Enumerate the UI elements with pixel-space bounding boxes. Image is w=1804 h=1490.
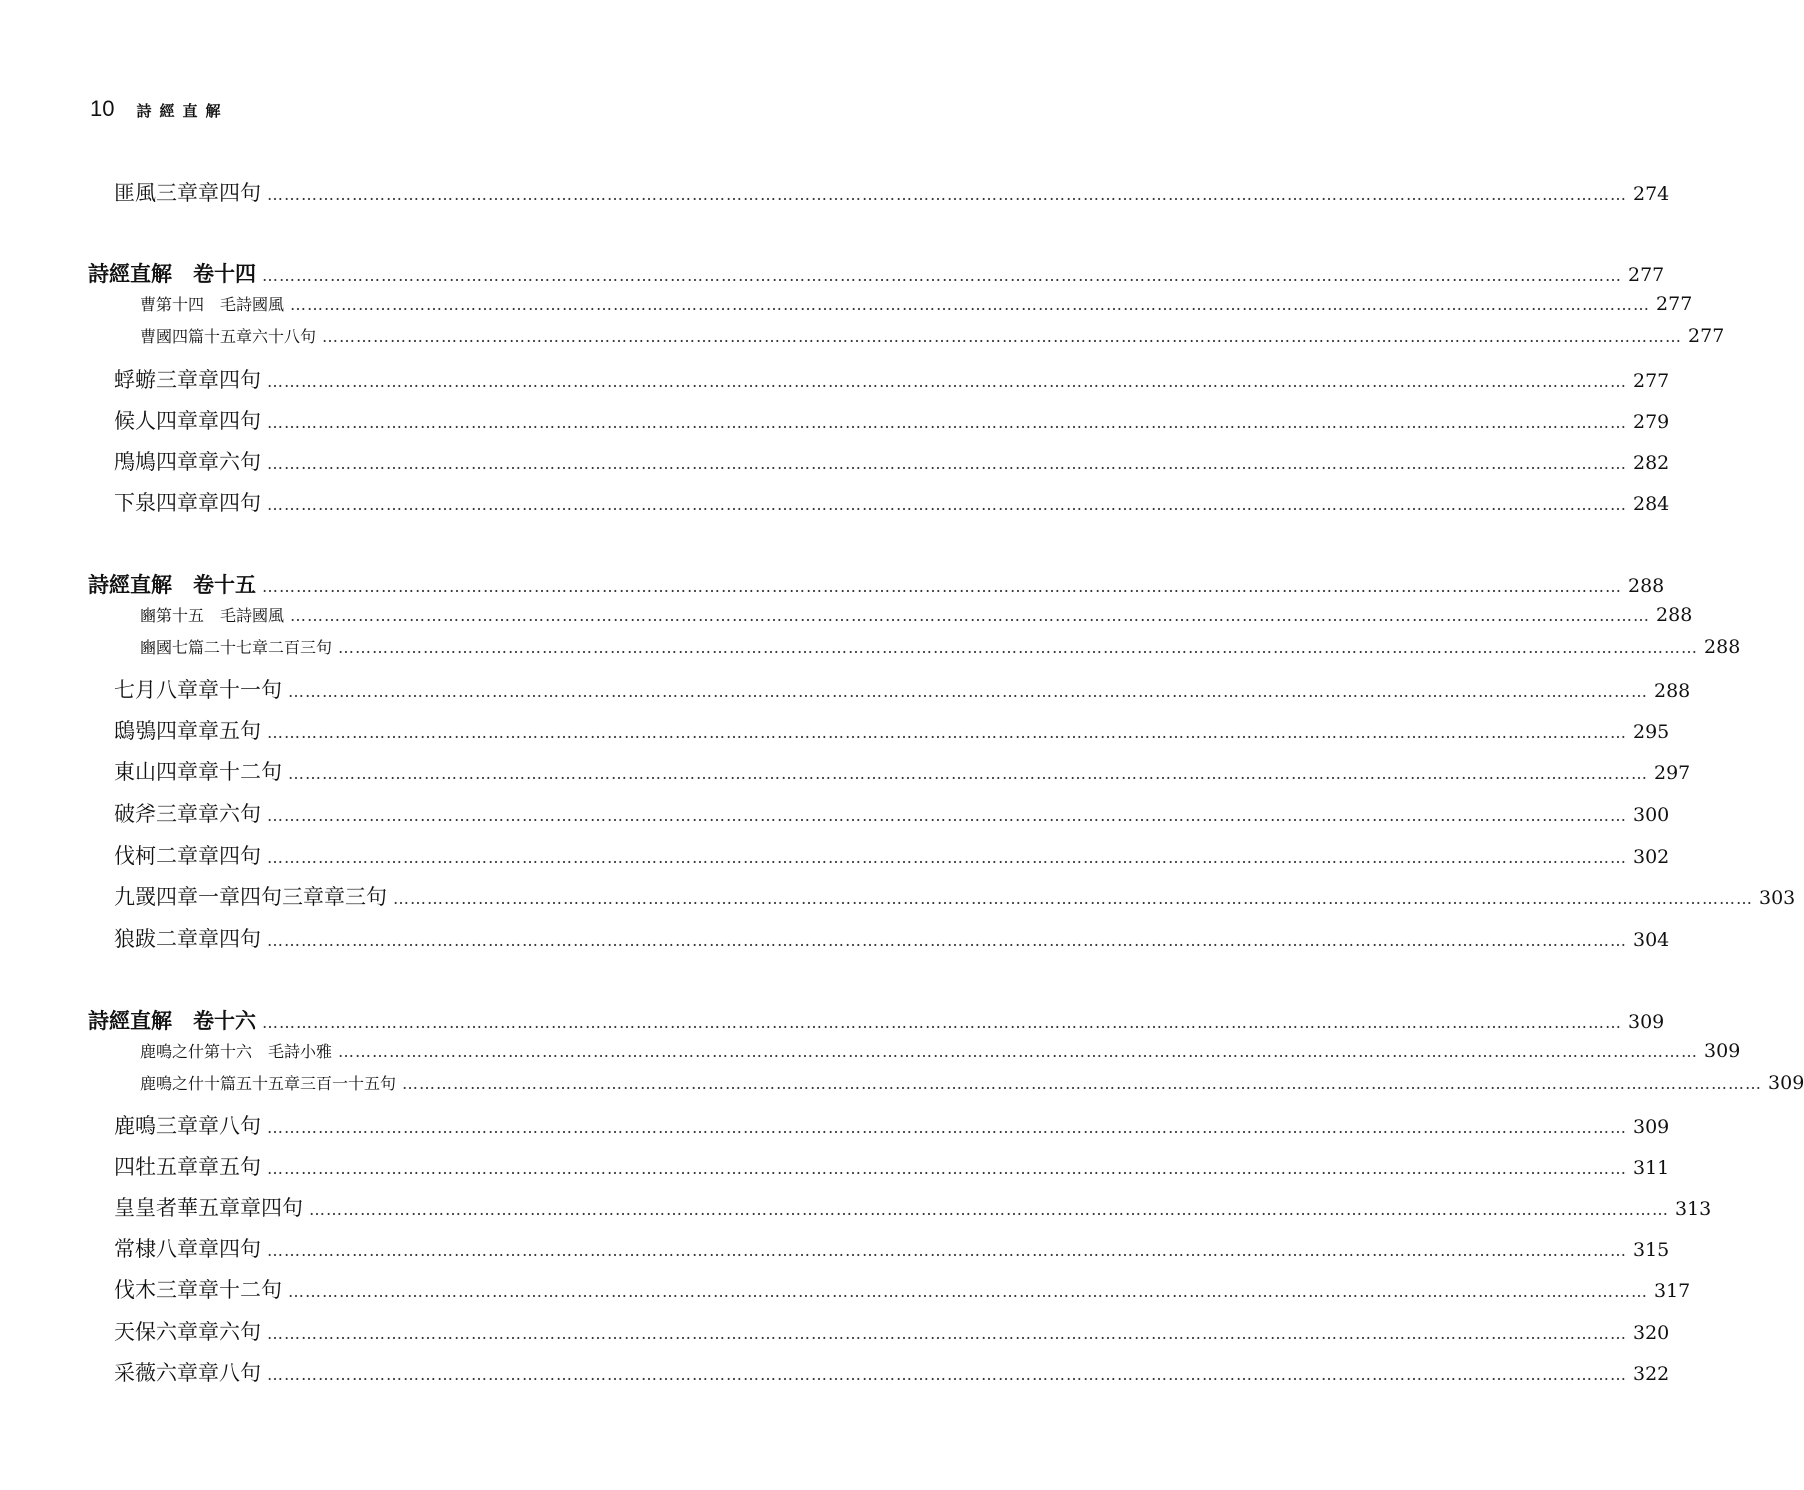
dot-leader: …………………………………………………………………………………………………………………………………………………………………………………………………………………… bbox=[402, 1074, 1763, 1093]
toc-entry-title: 四牡五章章五句 bbox=[114, 1155, 261, 1179]
toc-entry-title: 詩經直解 卷十四 bbox=[88, 262, 256, 286]
toc-entry-title: 天保六章章六句 bbox=[114, 1320, 261, 1344]
toc-entry-title: 九罭四章一章四句三章章三句 bbox=[114, 885, 387, 909]
toc-page-number: 309 bbox=[1633, 1116, 1670, 1138]
toc-entry-row bbox=[114, 840, 1670, 870]
toc-entry-row bbox=[114, 798, 1670, 828]
toc-page-number: 297 bbox=[1654, 762, 1691, 784]
toc-page-number: 304 bbox=[1633, 929, 1670, 951]
dot-leader: …………………………………………………………………………………………………………………………………………………………………………………………………………………… bbox=[338, 638, 1699, 657]
toc-page-number: 309 bbox=[1704, 1040, 1741, 1062]
dot-leader: …………………………………………………………………………………………………………………………………………………………………………………………………………………… bbox=[290, 606, 1651, 625]
dot-leader: …………………………………………………………………………………………………………………………………………………………………………………………………………………… bbox=[267, 806, 1627, 825]
toc-entry-title: 豳國七篇二十七章二百三句 bbox=[140, 638, 333, 657]
toc-subheading-row bbox=[140, 292, 1693, 315]
toc-entry-row bbox=[114, 1110, 1670, 1140]
toc-entry-title: 伐木三章章十二句 bbox=[114, 1278, 282, 1302]
page-number: 10 bbox=[90, 96, 115, 121]
dot-leader: …………………………………………………………………………………………………………………………………………………………………………………………………………………… bbox=[267, 1159, 1627, 1178]
running-title: 詩經直解 bbox=[136, 102, 229, 120]
toc-page-number: 288 bbox=[1628, 575, 1665, 597]
toc-entry-title: 鹿鳴三章章八句 bbox=[114, 1114, 261, 1138]
toc-entry-title: 下泉四章章四句 bbox=[114, 491, 261, 515]
toc-entry-title: 蜉蝣三章章四句 bbox=[114, 368, 261, 392]
toc-entry-title: 匪風三章章四句 bbox=[114, 181, 261, 205]
toc-subheading-row bbox=[140, 1039, 1741, 1062]
toc-entry-row bbox=[114, 1151, 1670, 1181]
toc-entry-row bbox=[114, 1274, 1691, 1304]
dot-leader: …………………………………………………………………………………………………………………………………………………………………………………………………………………… bbox=[267, 931, 1627, 950]
toc-entry-row bbox=[114, 1192, 1712, 1222]
dot-leader: …………………………………………………………………………………………………………………………………………………………………………………………………………………… bbox=[288, 764, 1648, 783]
dot-leader: …………………………………………………………………………………………………………………………………………………………………………………………………………………… bbox=[267, 848, 1627, 867]
toc-page-number: 322 bbox=[1633, 1363, 1670, 1385]
toc-entry-title: 破斧三章章六句 bbox=[114, 802, 261, 826]
toc-subheading-row bbox=[140, 603, 1693, 626]
toc-entry-row bbox=[114, 715, 1670, 745]
toc-page-number: 320 bbox=[1633, 1322, 1670, 1344]
dot-leader: …………………………………………………………………………………………………………………………………………………………………………………………………………………… bbox=[267, 1118, 1627, 1137]
toc-page-number: 300 bbox=[1633, 804, 1670, 826]
toc-entry-row bbox=[114, 881, 1796, 911]
dot-leader: …………………………………………………………………………………………………………………………………………………………………………………………………………………… bbox=[288, 1282, 1648, 1301]
toc-volume-row bbox=[88, 569, 1665, 599]
toc-page-number: 279 bbox=[1633, 411, 1670, 433]
toc-entry-row bbox=[114, 756, 1691, 786]
toc-entry-row bbox=[114, 923, 1670, 953]
toc-entry-title: 鳲鳩四章章六句 bbox=[114, 450, 261, 474]
toc-page-number: 311 bbox=[1633, 1157, 1670, 1179]
dot-leader: …………………………………………………………………………………………………………………………………………………………………………………………………………………… bbox=[267, 495, 1627, 514]
toc-subheading-row bbox=[140, 635, 1741, 658]
running-header bbox=[90, 96, 229, 122]
toc-entry-row bbox=[114, 177, 1670, 207]
toc-page-number: 309 bbox=[1628, 1011, 1665, 1033]
toc-entry-title: 采薇六章章八句 bbox=[114, 1361, 261, 1385]
toc-entry-title: 常棣八章章四句 bbox=[114, 1237, 261, 1261]
toc-entry-title: 東山四章章十二句 bbox=[114, 760, 282, 784]
dot-leader: …………………………………………………………………………………………………………………………………………………………………………………………………………………… bbox=[262, 266, 1622, 285]
dot-leader: …………………………………………………………………………………………………………………………………………………………………………………………………………………… bbox=[290, 295, 1651, 314]
toc-page-number: 302 bbox=[1633, 846, 1670, 868]
toc-page-number: 309 bbox=[1768, 1072, 1804, 1094]
toc-volume-row bbox=[88, 258, 1665, 288]
toc-volume-row bbox=[88, 1005, 1665, 1035]
toc-subheading-row bbox=[140, 1071, 1804, 1094]
toc-entry-title: 候人四章章四句 bbox=[114, 409, 261, 433]
toc-entry-row bbox=[114, 1316, 1670, 1346]
dot-leader: …………………………………………………………………………………………………………………………………………………………………………………………………………………… bbox=[338, 1042, 1699, 1061]
toc-entry-title: 曹國四篇十五章六十八句 bbox=[140, 327, 317, 346]
toc-page-number: 277 bbox=[1656, 293, 1693, 315]
toc-entry-title: 豳第十五 毛詩國風 bbox=[140, 606, 285, 625]
toc-subheading-row bbox=[140, 324, 1725, 347]
toc-entry-title: 七月八章章十一句 bbox=[114, 678, 282, 702]
toc-entry-row bbox=[114, 674, 1691, 704]
toc-page-number: 274 bbox=[1633, 183, 1670, 205]
toc-page-number: 288 bbox=[1656, 604, 1693, 626]
toc-page-number: 317 bbox=[1654, 1280, 1691, 1302]
toc-entry-row bbox=[114, 364, 1670, 394]
dot-leader: …………………………………………………………………………………………………………………………………………………………………………………………………………………… bbox=[262, 577, 1622, 596]
toc-page-number: 303 bbox=[1759, 887, 1796, 909]
toc-entry-title: 伐柯二章章四句 bbox=[114, 844, 261, 868]
toc-page-number: 277 bbox=[1633, 370, 1670, 392]
toc-entry-title: 鴟鴞四章章五句 bbox=[114, 719, 261, 743]
dot-leader: …………………………………………………………………………………………………………………………………………………………………………………………………………………… bbox=[267, 454, 1627, 473]
dot-leader: …………………………………………………………………………………………………………………………………………………………………………………………………………………… bbox=[393, 889, 1753, 908]
toc-entry-row bbox=[114, 487, 1670, 517]
dot-leader: …………………………………………………………………………………………………………………………………………………………………………………………………………………… bbox=[267, 1365, 1627, 1384]
toc-entry-title: 鹿鳴之什第十六 毛詩小雅 bbox=[140, 1042, 333, 1061]
toc-entry-title: 詩經直解 卷十五 bbox=[88, 573, 256, 597]
toc-page-number: 288 bbox=[1654, 680, 1691, 702]
dot-leader: …………………………………………………………………………………………………………………………………………………………………………………………………………………… bbox=[267, 413, 1627, 432]
toc-entry-title: 曹第十四 毛詩國風 bbox=[140, 295, 285, 314]
toc-entry-row bbox=[114, 446, 1670, 476]
dot-leader: …………………………………………………………………………………………………………………………………………………………………………………………………………………… bbox=[262, 1013, 1622, 1032]
dot-leader: …………………………………………………………………………………………………………………………………………………………………………………………………………………… bbox=[267, 723, 1627, 742]
toc-entry-row bbox=[114, 1233, 1670, 1263]
toc-page-number: 313 bbox=[1675, 1198, 1712, 1220]
toc-entry-title: 鹿鳴之什十篇五十五章三百一十五句 bbox=[140, 1074, 397, 1093]
toc-page-number: 315 bbox=[1633, 1239, 1670, 1261]
toc-page-number: 277 bbox=[1688, 325, 1725, 347]
toc-entry-row bbox=[114, 1357, 1670, 1387]
toc-entry-title: 狼跋二章章四句 bbox=[114, 927, 261, 951]
dot-leader: …………………………………………………………………………………………………………………………………………………………………………………………………………………… bbox=[267, 1324, 1627, 1343]
toc-entry-title: 詩經直解 卷十六 bbox=[88, 1009, 256, 1033]
dot-leader: …………………………………………………………………………………………………………………………………………………………………………………………………………………… bbox=[267, 185, 1627, 204]
toc-page-number: 277 bbox=[1628, 264, 1665, 286]
dot-leader: …………………………………………………………………………………………………………………………………………………………………………………………………………………… bbox=[309, 1200, 1669, 1219]
dot-leader: …………………………………………………………………………………………………………………………………………………………………………………………………………………… bbox=[267, 1241, 1627, 1260]
toc-entry-title: 皇皇者華五章章四句 bbox=[114, 1196, 303, 1220]
toc-page-number: 284 bbox=[1633, 493, 1670, 515]
toc-page-number: 288 bbox=[1704, 636, 1741, 658]
dot-leader: …………………………………………………………………………………………………………………………………………………………………………………………………………………… bbox=[288, 682, 1648, 701]
toc-page-number: 282 bbox=[1633, 452, 1670, 474]
toc-page-number: 295 bbox=[1633, 721, 1670, 743]
toc-entry-row bbox=[114, 405, 1670, 435]
dot-leader: …………………………………………………………………………………………………………………………………………………………………………………………………………………… bbox=[322, 327, 1683, 346]
dot-leader: …………………………………………………………………………………………………………………………………………………………………………………………………………………… bbox=[267, 372, 1627, 391]
